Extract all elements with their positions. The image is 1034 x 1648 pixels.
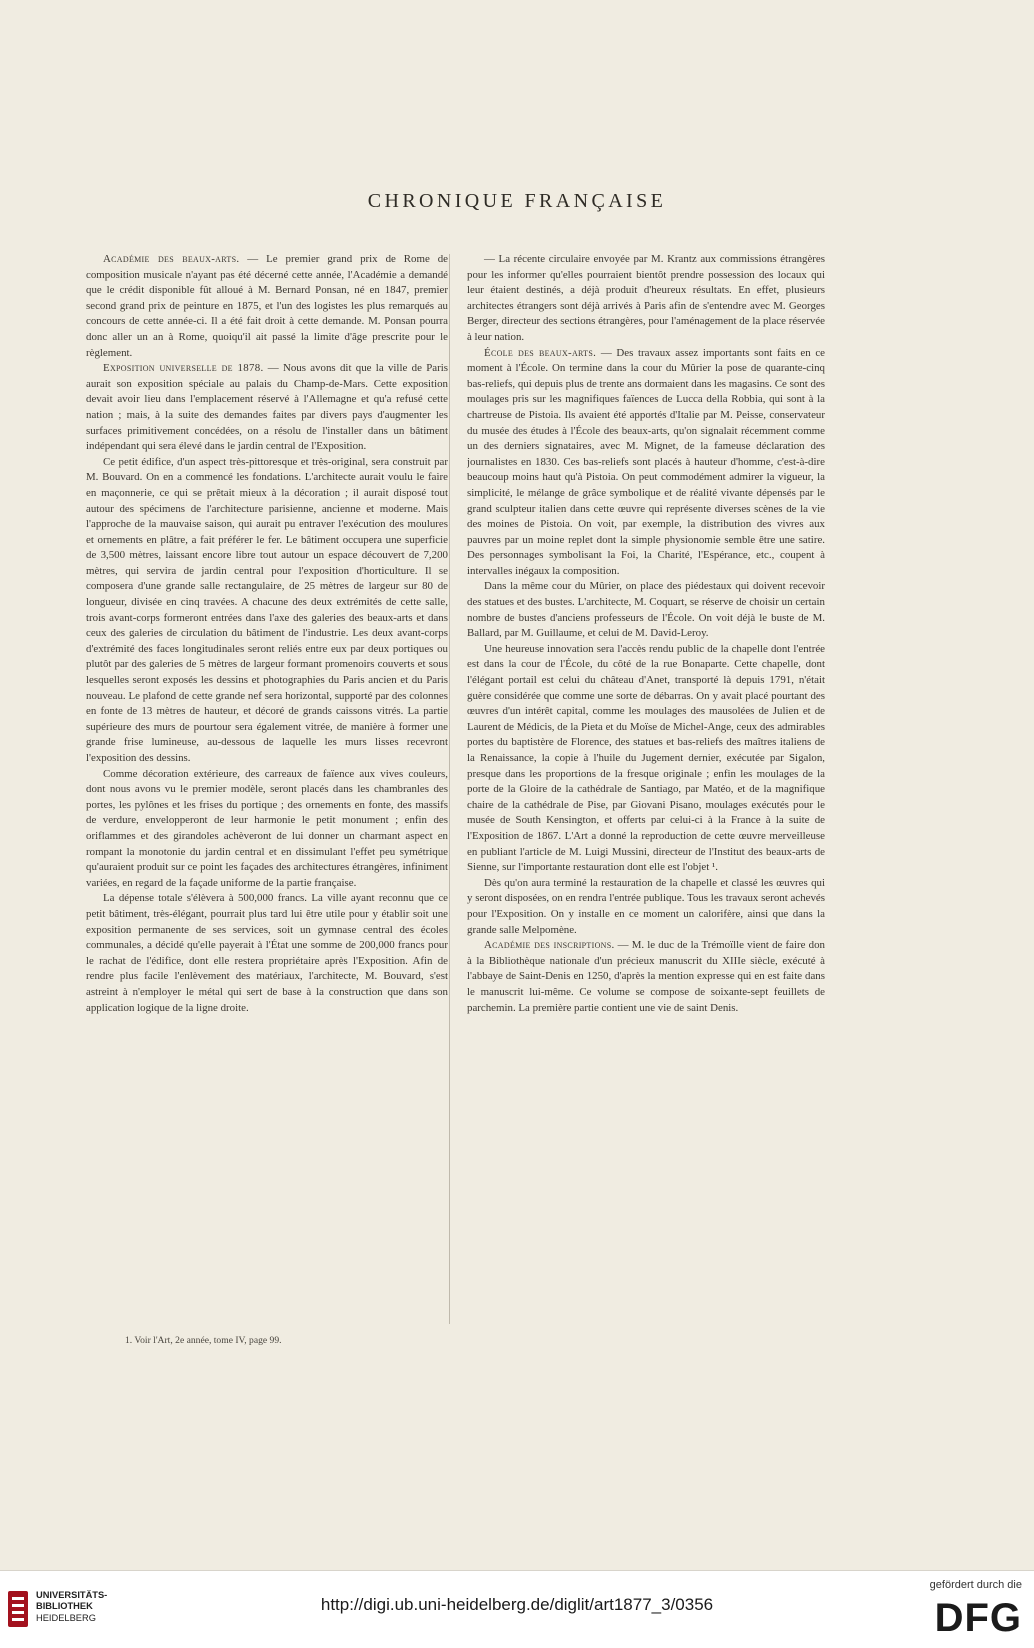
funded-by-label: gefördert durch die bbox=[929, 1579, 1022, 1591]
paragraph bbox=[467, 876, 825, 938]
institution-line: HEIDELBERG bbox=[36, 1612, 96, 1623]
paragraph bbox=[86, 455, 448, 767]
column-divider bbox=[449, 254, 450, 1324]
paragraph bbox=[467, 642, 825, 876]
institution-line: BIBLIOTHEK bbox=[36, 1601, 93, 1612]
paragraph-text: — Nous avons dit que la ville de Paris aurait son exposition spéciale au palais du Champ-de-Mars. Cette exposition devait avoir lieu dans l'emplacement réservé à l'Allemagne et qu'a refusé cette nation ; mais, à la suite des demandes faites par divers pays d'augmenter les surfaces primitivement concédées, on a résolu de l'installer dans un bâtiment indépendant qui sera élevé dans le jardin central de l'Exposition. bbox=[86, 362, 448, 453]
section-lead: Exposition universelle de 1878. bbox=[103, 362, 264, 375]
text-column-left bbox=[86, 252, 448, 1327]
paragraph-text: — Le premier grand prix de Rome de composition musicale n'ayant pas été décerné cette année, l'Académie a demandé que le crédit disponible fût alloué à M. Bernard Ponsan, né en 1847, premier second grand prix de peinture en 1875, et l'un des logistes les plus remarqués au concours de cette année-ci. Il a été fait droit à cette demande. M. Ponsan pourra donc aller un an à Rome, quoiqu'il ait passé la limite d'âge prescrite pour le règlement. bbox=[86, 253, 448, 359]
paragraph-text: Dans la même cour du Mûrier, on place des piédestaux qui doivent recevoir des statues et des bustes. L'architecte, M. Coquart, se réserve de choisir un certain nombre de bustes d'anciens professeurs de l'École. On voit déjà le buste de M. Ballard, par M. Guillaume, et celui de M. David-Leroy. bbox=[467, 580, 825, 640]
text-column-right bbox=[467, 252, 825, 1327]
paragraph bbox=[467, 346, 825, 580]
dfg-logo: DFG bbox=[934, 1596, 1022, 1640]
paragraph-text: — La récente circulaire envoyée par M. Krantz aux commissions étrangères pour les informer qu'elles pourraient bientôt prendre possession des locaux qui leur étaient destinés, a déjà produit d'heureux résultats. En effet, plusieurs architectes étrangers sont déjà arrivés à Paris afin de s'entendre avec M. Georges Berger, directeur des sections étrangères, pour l'aménagement de la place réservée à leur nation. bbox=[467, 253, 825, 343]
paragraph bbox=[86, 252, 448, 361]
paragraph-text: Comme décoration extérieure, des carreaux de faïence aux vives couleurs, dont nous avons vu le premier modèle, seront placés dans les chambranles des portes, les pylônes et les frises du portique ; des ornements en fonte, des massifs de verdure, envelopperont de leur harmonie le petit monument ; enfin des oriflammes et des girandoles achèveront de lui donner un charmant aspect en rompant la monotonie du jardin central et en dissimulant l'effet peu symétrique qu'auraient produit sur ce point les façades des architectures étrangères, infiniment variées, en regard de la façade uniforme de la partie française. bbox=[86, 767, 448, 889]
paragraph bbox=[467, 579, 825, 641]
viewer-footer bbox=[0, 1570, 1034, 1648]
paragraph bbox=[86, 361, 448, 455]
paragraph bbox=[467, 252, 825, 346]
paragraph-text: Dès qu'on aura terminé la restauration de la chapelle et classé les œuvres qui y seront disposées, on en rendra l'entrée publique. Tous les travaux seront achevés pour l'Exposition. On y installe en ce moment un calorifère, ainsi que dans la grande salle Melpomène. bbox=[467, 876, 825, 936]
paragraph-text: — M. le duc de la Trémoïlle vient de faire don à la Bibliothèque nationale d'un précieux manuscrit du XIIIe siècle, exécuté à l'abbaye de Saint-Denis en 1250, d'après la mention expresse qui en est faite dans le manuscrit lui-même. Ce volume se compose de soixante-sept feuillets de parchemin. La première partie contient une vie de saint Denis. bbox=[467, 939, 825, 1014]
section-lead: Académie des inscriptions. bbox=[484, 939, 615, 952]
footnote: 1. Voir l'Art, 2e année, tome IV, page 99. bbox=[125, 1335, 282, 1346]
institution-line: UNIVERSITÄTS- bbox=[36, 1590, 108, 1600]
paragraph-text: Ce petit édifice, d'un aspect très-pittoresque et très-original, sera construit par M. Bouvard. On en a commencé les fondations. L'architecte aurait voulu le faire en maçonnerie, ce qui se prêtait mieux à la décoration ; il aurait disposé tout autour des spécimens de l'architecture parisienne, ancienne et moderne. Mais l'approche de la mauvaise saison, qui aurait pu entraver l'exécution des moulures et ornements en plâtre, a fait préférer le fer. Le bâtiment occupera une superficie de 3,500 mètres, laissant encore libre tout autour un espace découvert de 7,200 mètres, qui servira de jardin central pour l'exposition d'horticulture. Il se composera d'une grande salle rectangulaire, de 25 mètres de largeur sur 80 de longueur, divisée en cinq travées. A chacune des deux extrémités de cette salle, trois avant-corps formeront entrées dans l'axe des galeries des beaux-arts et dans ceux des galeries de circulation du bâtiment de l'industrie. Les deux avant-corps d'extrémité des faces longitudinales seront reliés entre eux par deux portiques ou plutôt par des galeries de 5 mètres de largeur formant promenoirs couverts et sous lesquelles seront exposés les dessins et photographies du Paris ancien et du Paris nouveau. Le plafond de cette grande nef sera horizontal, supporté par des colonnes en fonte de 13 mètres de hauteur, et décoré de grands caissons vitrés. La partie supérieure des murs de pourtour sera également vitrée, de manière à former une grande frise lumineuse, au-dessous de laquelle les murs lisses recevront l'exposition des dessins. bbox=[86, 455, 448, 764]
section-lead: École des beaux-arts. bbox=[484, 346, 597, 359]
permalink-url[interactable]: http://digi.ub.uni-heidelberg.de/diglit/art1877_3/0356 bbox=[320, 1595, 714, 1614]
section-lead: Académie des beaux-arts. bbox=[103, 253, 240, 265]
paragraph-text: La dépense totale s'élèvera à 500,000 francs. La ville ayant reconnu que ce petit bâtiment, très-élégant, pourrait plus tard lui être utile pour y établir soit une exposition permanente de ses services, soit un gymnase central des écoles communales, a décidé qu'elle payerait à l'État une somme de 200,000 francs pour le rachat de l'édifice, dont elle restera propriétaire après l'Exposition. Afin de rendre plus facile l'enlèvement des matériaux, l'architecte, M. Bouvard, s'est astreint à n'employer le métal qui sert de base à la construction que dans son application logique de la ligne droite. bbox=[86, 892, 448, 1014]
paragraph bbox=[86, 767, 448, 892]
page-title: CHRONIQUE FRANÇAISE bbox=[367, 190, 667, 212]
paragraph-text: — Des travaux assez importants sont faits en ce moment à l'École. On termine dans la cour du Mûrier la pose de quarante-cinq bas-reliefs, qui depuis plus de trente ans dormaient dans les magasins. Ce sont des moulages pris sur les magnifiques faïences de Lucca della Robbia, qui sont à la chartreuse de Pistoia. Ils avaient été apportés d'Italie par M. Peisse, conservateur du musée des études à l'École des beaux-arts, qu'on signalait récemment comme un des derniers signataires, avec M. Mignet, de la fameuse déclaration des journalistes en 1830. Ces bas-reliefs sont placés à hauteur d'homme, c'est-à-dire beaucoup moins haut qu'à Pistoia. On peut commodément admirer la vigueur, la simplicité, le mélange de grâce symbolique et de réalité vivante dépensés par le grand sculpteur italien dans cette œuvre qui représente diverses scènes de la vie des moines de Pistoia. On voit, par exemple, la distribution des vivres aux pauvres par un moine replet dont la simple physionomie semble être une satire. Des personnages symbolisant la Foi, la Charité, l'Espérance, etc., coupent à intervalles inégaux la composition. bbox=[467, 346, 825, 577]
paragraph bbox=[86, 891, 448, 1016]
paragraph bbox=[467, 938, 825, 1016]
paragraph-text: Une heureuse innovation sera l'accès rendu public de la chapelle dont l'entrée est dans la cour de l'École, du côté de la rue Bonaparte. Cette chapelle, dont l'élégant portail est celui du château d'Anet, transporté là depuis 1791, n'était guère considérée que comme une sorte de débarras. On y avait placé pourtant des œuvres d'un intérêt capital, comme les moulages des mausolées de Julien et de Laurent de Médicis, de la Pieta et du Moïse de Michel-Ange, ceux des admirables portes du baptistère de Florence, des statues et bas-reliefs des maîtres italiens de la Renaissance, la copie à l'huile du Jugement dernier, exécutée par Sigalon, presque dans les proportions de la fresque originale ; enfin les moulages de la porte de la Gloire de la cathédrale de Santiago, par Matéo, et de la magnifique chaire de la cathédrale de Pise, par Giovani Pisano, moulages exécutés pour le musée de South Kensington, et offerts par celui-ci à la France à la suite de l'Exposition de 1867. L'Art a donné la reproduction de cette œuvre merveilleuse en publiant l'article de M. Luigi Mussini, directeur de l'Institut des beaux-arts de Sienne, sur l'importante restauration dont elle est l'objet ¹. bbox=[467, 642, 825, 874]
